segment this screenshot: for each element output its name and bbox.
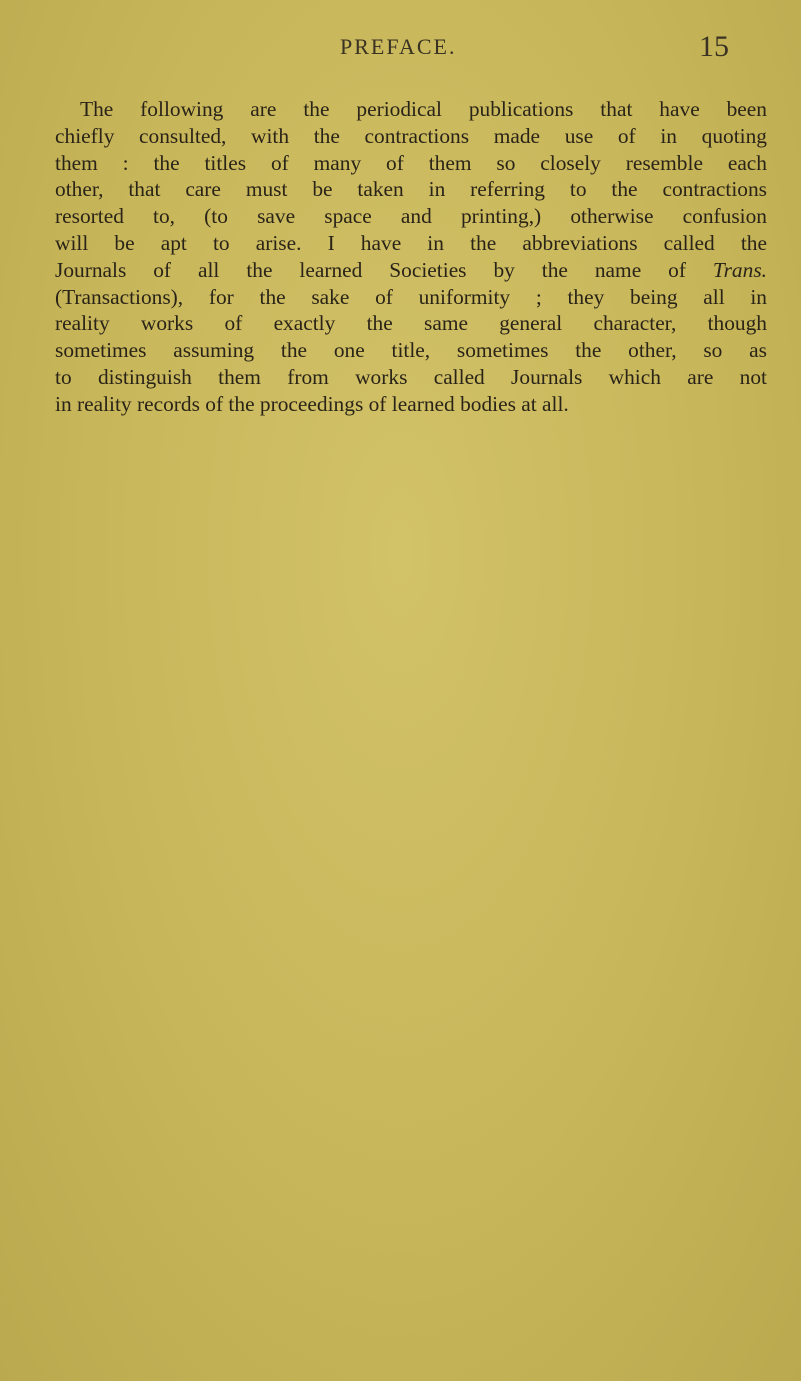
text-line: resorted to, (to save space and printing,) otherwise confusion xyxy=(55,204,767,229)
text-line: The following are the periodical publications that have been xyxy=(80,97,767,121)
text-line: in reality records of the proceedings of learned bodies at all. xyxy=(55,391,569,416)
text-segment: Journals of all the learned Societies by the name of xyxy=(55,257,713,282)
text-line: reality works of exactly the same general character, though xyxy=(55,311,767,336)
text-line: other, that care must be taken in referring to the contractions xyxy=(55,177,767,202)
text-line-with-term xyxy=(55,257,767,284)
italic-term: Trans. xyxy=(712,257,767,282)
page-header xyxy=(0,30,801,74)
text-line: will be apt to arise. I have in the abbreviations called the xyxy=(55,230,767,255)
running-title: PREFACE. xyxy=(340,34,457,59)
text-line: sometimes assuming the one title, sometimes the other, so as xyxy=(55,338,767,363)
text-line: (Transactions), for the sake of uniformity ; they being all in xyxy=(55,284,767,309)
page-number: 15 xyxy=(699,30,729,63)
body-paragraph xyxy=(55,96,767,418)
text-line: to distinguish them from works called Journals which are not xyxy=(55,364,767,389)
text-line: them : the titles of many of them so closely resemble each xyxy=(55,150,767,175)
text-line: chiefly consulted, with the contractions made use of in quoting xyxy=(55,123,767,148)
